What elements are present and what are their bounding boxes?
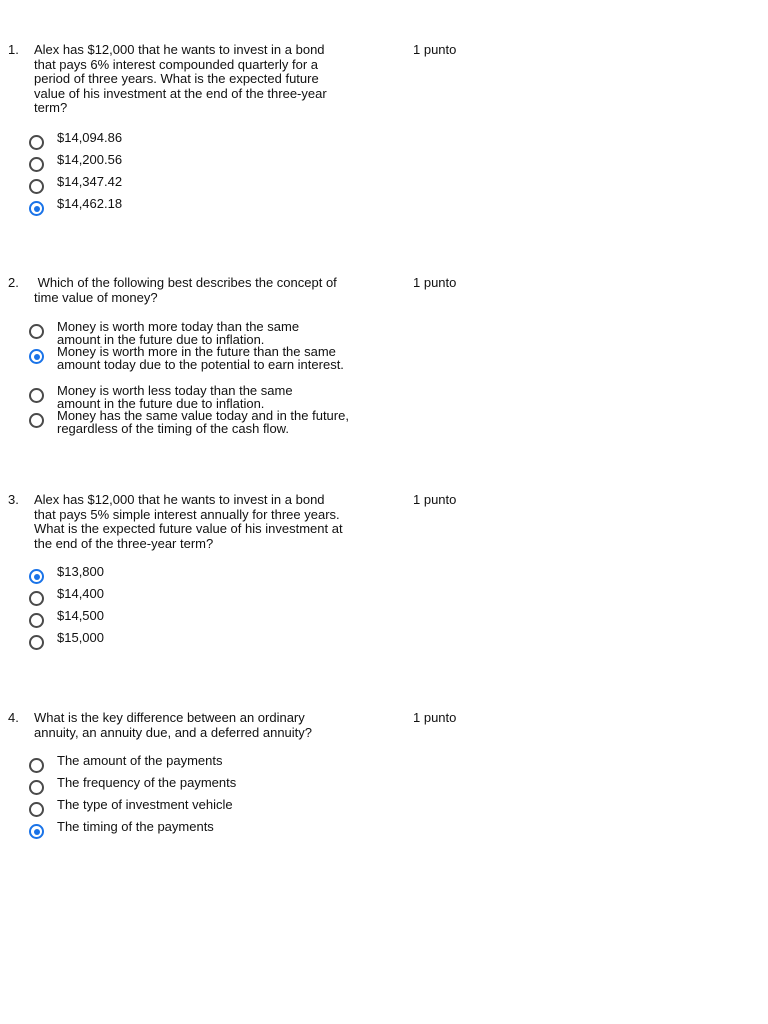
question-number: 1.	[8, 42, 19, 57]
radio-button[interactable]	[29, 157, 44, 172]
option-label: Money is worth more today than the same amount in the future due to inflation.	[57, 319, 300, 347]
option-label: $15,000	[57, 630, 104, 645]
option-1-1[interactable]	[0, 131, 400, 153]
option-2-4[interactable]	[0, 408, 400, 436]
option-label: The amount of the payments	[57, 753, 223, 768]
option-3-3[interactable]	[0, 609, 400, 631]
radio-button[interactable]	[29, 780, 44, 795]
option-label: $14,200.56	[57, 152, 123, 167]
option-3-4[interactable]	[0, 631, 400, 653]
option-label: $14,347.42	[57, 174, 123, 189]
radio-button[interactable]	[29, 413, 44, 428]
option-4-4[interactable]	[0, 820, 400, 842]
radio-button-selected[interactable]	[29, 201, 44, 216]
radio-button[interactable]	[29, 179, 44, 194]
option-2-2[interactable]	[0, 344, 400, 372]
option-label: Money has the same value today and in the future, regardless of the timing of the cash flow.	[57, 408, 349, 436]
option-label: $14,094.86	[57, 130, 123, 145]
question-text: What is the key difference between an ordinary annuity, an annuity due, and a deferred annuity?	[34, 710, 313, 740]
question-text: Alex has $12,000 that he wants to invest in a bond that pays 6% interest compounded quarterly for a period of three years. What is the expected future value of his investment at the end of the three-year term?	[34, 42, 327, 116]
radio-button[interactable]	[29, 591, 44, 606]
option-label: $14,400	[57, 586, 104, 601]
option-label: The frequency of the payments	[57, 775, 237, 790]
option-label: $13,800	[57, 564, 104, 579]
radio-button[interactable]	[29, 635, 44, 650]
option-2-1[interactable]	[0, 319, 400, 347]
option-label: The type of investment vehicle	[57, 797, 233, 812]
option-2-3[interactable]	[0, 383, 400, 411]
radio-button[interactable]	[29, 758, 44, 773]
radio-button[interactable]	[29, 802, 44, 817]
radio-button-selected[interactable]	[29, 349, 44, 364]
question-number: 4.	[8, 710, 19, 725]
question-text: Which of the following best describes the concept of time value of money?	[34, 275, 341, 305]
option-label: $14,500	[57, 608, 104, 623]
option-1-2[interactable]	[0, 153, 400, 175]
option-4-3[interactable]	[0, 798, 400, 820]
radio-button[interactable]	[29, 324, 44, 339]
question-points: 1 punto	[413, 492, 457, 507]
option-label: Money is worth more in the future than the same amount today due to the potential to earn interest.	[57, 344, 344, 372]
option-3-2[interactable]	[0, 587, 400, 609]
option-1-4[interactable]	[0, 197, 400, 219]
option-4-1[interactable]	[0, 754, 400, 776]
radio-button[interactable]	[29, 613, 44, 628]
question-number: 2.	[8, 275, 19, 290]
radio-button-selected[interactable]	[29, 824, 44, 839]
radio-button-selected[interactable]	[29, 569, 44, 584]
question-points: 1 punto	[413, 275, 457, 290]
question-text: Alex has $12,000 that he wants to invest in a bond that pays 5% simple interest annually for three years. What is the expected future value of his investment at the end of the three-year term?	[34, 492, 343, 551]
radio-button[interactable]	[29, 388, 44, 403]
option-label: Money is worth less today than the same amount in the future due to inflation.	[57, 383, 293, 411]
question-points: 1 punto	[413, 710, 457, 725]
question-points: 1 punto	[413, 42, 457, 57]
option-label: The timing of the payments	[57, 819, 214, 834]
question-number: 3.	[8, 492, 19, 507]
option-label: $14,462.18	[57, 196, 123, 211]
radio-button[interactable]	[29, 135, 44, 150]
option-4-2[interactable]	[0, 776, 400, 798]
option-3-1[interactable]	[0, 565, 400, 587]
option-1-3[interactable]	[0, 175, 400, 197]
